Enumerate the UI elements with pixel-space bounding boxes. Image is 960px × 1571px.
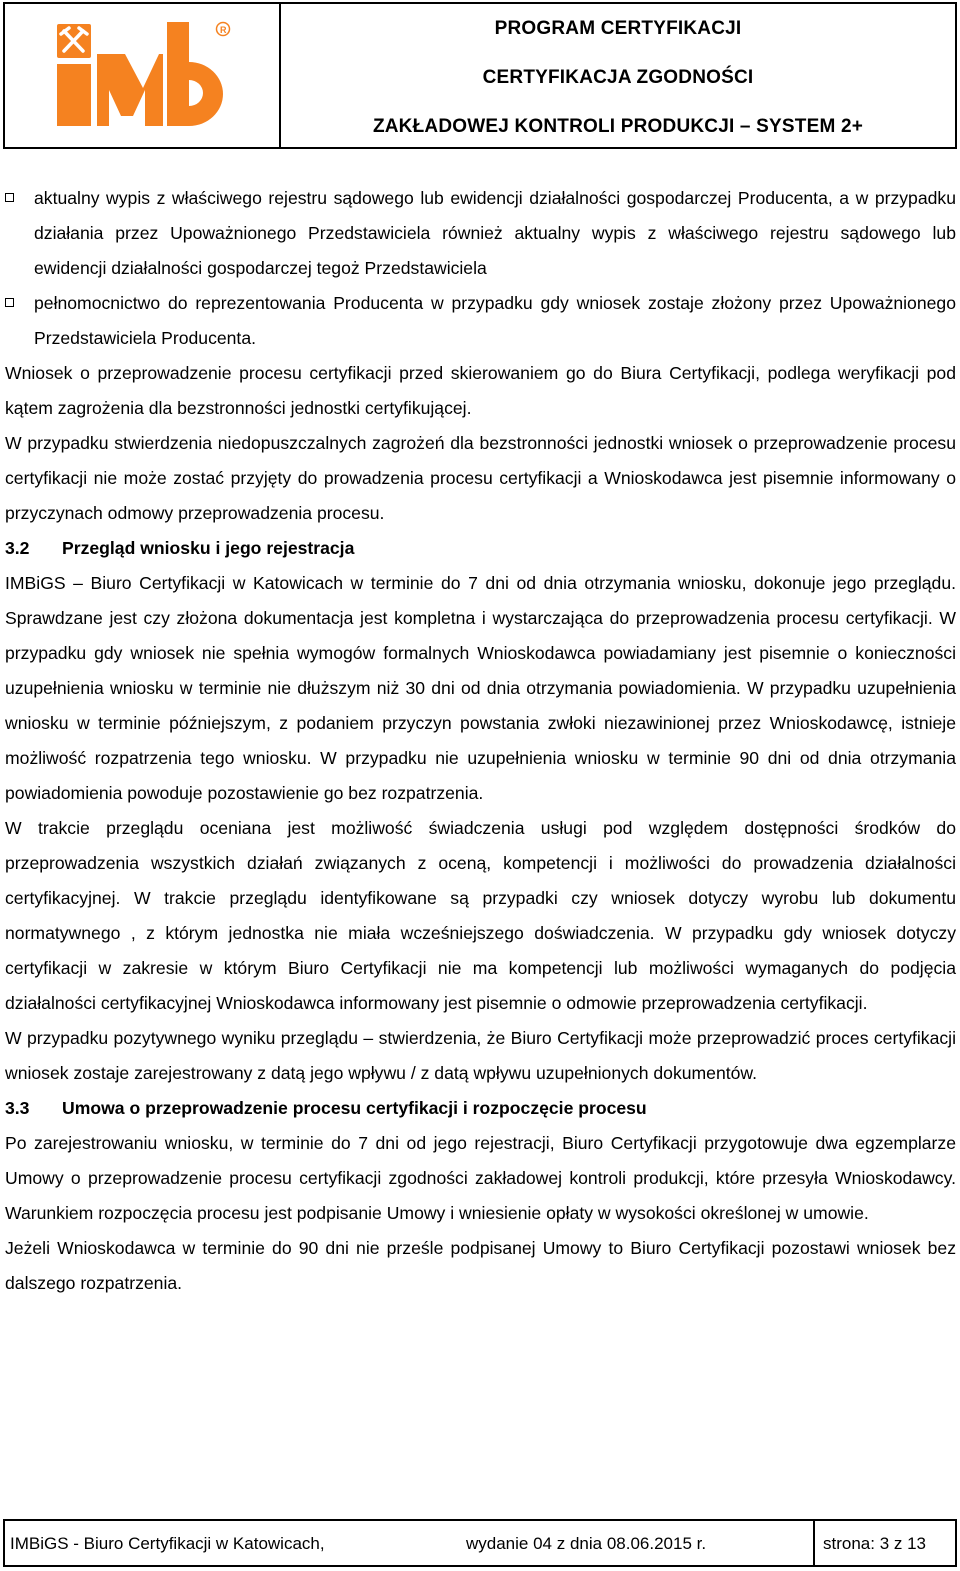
svg-text:R: R [220,25,227,35]
section-title: Przegląd wniosku i jego rejestracja [62,538,355,558]
section-title: Umowa o przeprowadzenie procesu certyfikacji i rozpoczęcie procesu [62,1098,647,1118]
document-footer [3,1519,957,1567]
document-body [5,181,956,1301]
logo-cell [5,4,281,147]
header-title-block [281,4,955,147]
list-item-text: aktualny wypis z właściwego rejestru sądowego lub ewidencji działalności gospodarczej Producenta, a w przypadku działania przez Upoważnionego Przedstawiciela również aktualny wypis z właściwego rejestru sądowego lub ewidencji działalności gospodarczej tegoż Przedstawiciela [34,188,956,278]
footer-edition: wydanie 04 z dnia 08.06.2015 r. [466,1534,707,1553]
paragraph: W przypadku pozytywnego wyniku przeglądu – stwierdzenia, że Biuro Certyfikacji może przeprowadzić proces certyfikacji wniosek zostaje zarejestrowany z datą jego wpływu / z datą wpływu uzupełnionych dokumentów. [5,1028,956,1083]
section-heading-3-2 [5,531,956,566]
checkbox-bullet-icon [5,193,14,202]
paragraph: Po zarejestrowaniu wniosku, w terminie do 7 dni od jego rejestracji, Biuro Certyfikacji przygotowuje dwa egzemplarze Umowy o przeprowadzenie procesu certyfikacji zgodności zakładowej kontroli produkcji, które przesyła Wnioskodawcy. Warunkiem rozpoczęcia procesu jest podpisanie Umowy i wniesienie opłaty w wysokości określonej w umowie. [5,1133,956,1223]
checkbox-bullet-icon [5,298,14,307]
section-number: 3.3 [5,1098,30,1118]
header-title-line-3: ZAKŁADOWEJ KONTROLI PRODUKCJI – SYSTEM 2+ [372,116,864,137]
paragraph: Jeżeli Wnioskodawca w terminie do 90 dni nie prześle podpisanej Umowy to Biuro Certyfikacji pozostawi wniosek bez dalszego rozpatrzenia. [5,1238,956,1293]
list-item [5,286,956,356]
footer-page-number: strona: 3 z 13 [813,1521,955,1565]
list-item-text: pełnomocnictwo do reprezentowania Producenta w przypadku gdy wniosek zostaje złożony przez Upoważnionego Przedstawiciela Producenta. [34,293,956,348]
header-title-line-1: PROGRAM CERTYFIKACJI [494,18,742,39]
section-number: 3.2 [5,538,30,558]
header-title-line-2: CERTYFIKACJA ZGODNOŚCI [482,67,754,88]
paragraph: W trakcie przeglądu oceniana jest możliwość świadczenia usługi pod względem dostępności środków do przeprowadzenia wszystkich działań związanych z oceną, kompetencji i możliwości do prowadzenia działalności certyfikacyjnej. W trakcie przeglądu identyfikowane są przypadki czy wniosek dotyczy wyrobu lub dokumentu normatywnego , z którym jednostka nie miała wcześniejszego doświadczenia. W przypadku gdy wniosek dotyczy certyfikacji w zakresie w którym Biuro Certyfikacji nie ma kompetencji lub możliwości wymaganych do podjęcia działalności certyfikacyjnej Wnioskodawca informowany jest pisemnie o odmowie przeprowadzenia certyfikacji. [5,818,956,1013]
list-item [5,181,956,286]
paragraph: Wniosek o przeprowadzenie procesu certyfikacji przed skierowaniem go do Biura Certyfikacji, podlega weryfikacji pod kątem zagrożenia dla bezstronności jednostki certyfikującej. [5,363,956,418]
paragraph: IMBiGS – Biuro Certyfikacji w Katowicach w terminie do 7 dni od dnia otrzymania wniosku, dokonuje jego przeglądu. Sprawdzane jest czy złożona dokumentacja jest kompletna i wystarczająca do przeprowadzenia procesu certyfikacji. W przypadku gdy wniosek nie spełnia wymogów formalnych Wnioskodawca powiadamiany jest pisemnie o konieczności uzupełnienia wniosku w terminie nie dłuższym niż 30 dni od dnia otrzymania powiadomienia. W przypadku uzupełnienia wniosku w terminie późniejszym, z podaniem przyczyn powstania zwłoki niezawinionej przez Wnioskodawcę, istnieje możliwość rozpatrzenia tego wniosku. W przypadku nie uzupełnienia wniosku w terminie 90 dni od dnia otrzymania powiadomienia powoduje pozostawienie go bez rozpatrzenia. [5,573,956,803]
footer-office: IMBiGS - Biuro Certyfikacji w Katowicach, [10,1534,325,1553]
section-heading-3-3 [5,1091,956,1126]
paragraph: W przypadku stwierdzenia niedopuszczalnych zagrożeń dla bezstronności jednostki wniosek o przeprowadzenie procesu certyfikacji nie może zostać przyjęty do prowadzenia procesu certyfikacji a Wnioskodawca jest pisemnie informowany o przyczynach odmowy przeprowadzenia procesu. [5,433,956,523]
imb-logo [51,18,237,130]
document-header [3,2,957,149]
